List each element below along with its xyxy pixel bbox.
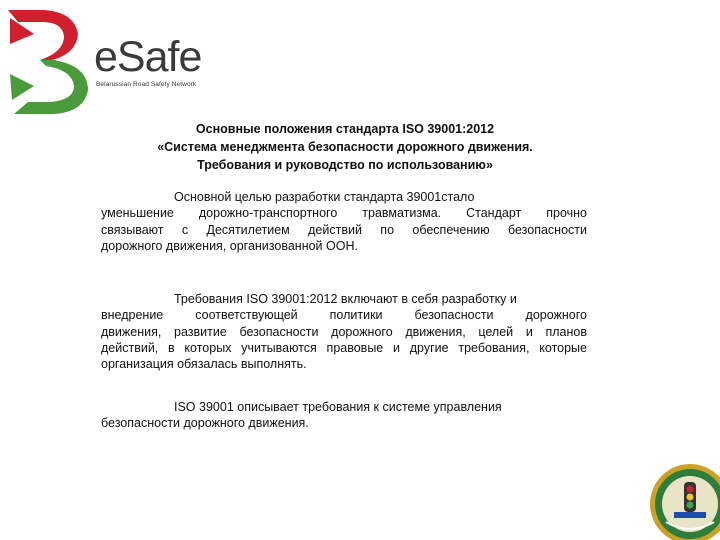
paragraph-description [101, 399, 587, 432]
paragraph-requirements [101, 291, 587, 372]
traffic-safety-emblem-icon [648, 456, 720, 540]
paragraph-line: Основной целью разработки стандарта 39001стало [174, 190, 475, 204]
document-title [100, 120, 590, 174]
paragraph-line: ISO 39001 описывает требования к системе управления [174, 400, 502, 414]
paragraph-line: безопасности дорожного движения. [101, 416, 309, 431]
paragraph-line: организация обязалась выполнять. [101, 357, 307, 372]
title-line-2: «Система менеджмента безопасности дорожного движения. [157, 140, 533, 154]
paragraph-line: движения, развитие безопасности дорожного движения, целей и планов [101, 324, 587, 339]
paragraph-line: внедрение соответствующей политики безопасности дорожного [101, 308, 587, 323]
paragraph-goal [101, 189, 587, 254]
paragraph-line: уменьшение дорожно-транспортного травматизма. Стандарт прочно [101, 206, 587, 221]
paragraph-line: Требования ISO 39001:2012 включают в себя разработку и [174, 292, 517, 306]
title-line-1: Основные положения стандарта ISO 39001:2012 [195, 122, 495, 136]
logo-tagline: Belarussian Road Safety Network [96, 81, 197, 88]
paragraph-line: действий, в которых учитываются правовые и другие требования, которые [101, 340, 587, 355]
logo-wordmark: eSafe [94, 33, 202, 81]
paragraph-line: дорожного движения, организованной ООН. [101, 238, 358, 253]
title-line-3: Требования и руководство по использованию» [197, 158, 493, 172]
paragraph-line: связывают с Десятилетием действий по обеспечению безопасности [101, 222, 587, 237]
esafe-logo-icon [4, 4, 96, 116]
